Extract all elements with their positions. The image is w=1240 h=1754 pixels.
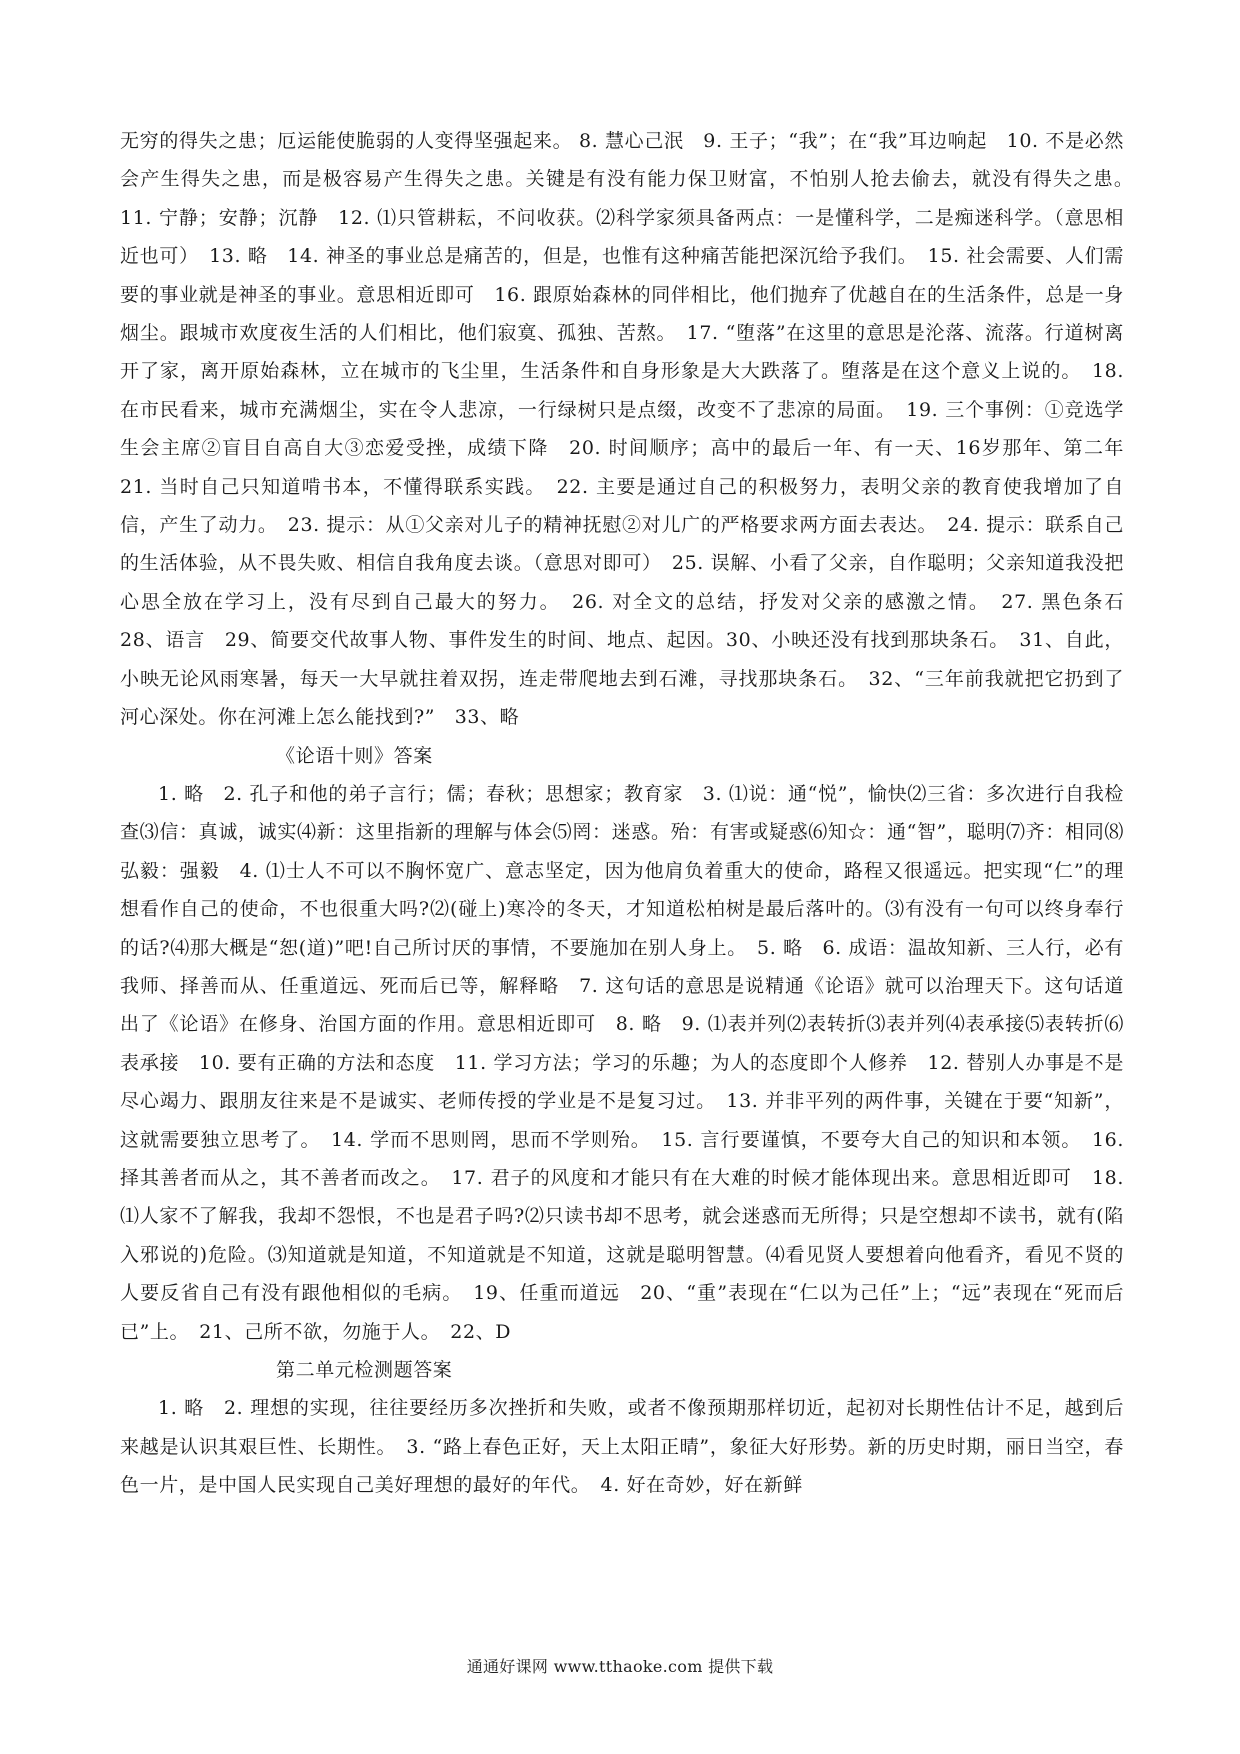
section-title-lunyu: 《论语十则》答案 [276,744,433,767]
document-body [120,122,1144,1505]
answer-block-continued: 无穷的得失之患；厄运能使脆弱的人变得坚强起来。 8. 慧心己泯 9. 王子；“我”；在“我”耳边响起 10. 不是必然会产生得失之患，而是极容易产生得失之患。关键是有没有能力保卫财富，不怕别人抢去偷去，就没有得失之患。 11. 宁静；安静；沉静 12. ⑴只管耕耘，不问收获。⑵科学家须具备两点：一是懂科学，二是痴迷科学。（意思相近也可） 13. 略 14. 神圣的事业总是痛苦的，但是，也惟有这种痛苦能把深沉给予我们。 15. 社会需要、人们需要的事业就是神圣的事业。意思相近即可 16. 跟原始森林的同伴相比，他们抛弃了优越自在的生活条件，总是一身烟尘。跟城市欢度夜生活的人们相比，他们寂寞、孤独、苦熬。 17. “堕落”在这里的意思是沦落、流落。行道树离开了家，离开原始森林，立在城市的飞尘里，生活条件和自身形象是大大跌落了。堕落是在这个意义上说的。 18. 在市民看来，城市充满烟尘，实在令人悲凉，一行绿树只是点缀，改变不了悲凉的局面。 19. 三个事例：①竞选学生会主席②盲目自高自大③恋爱受挫，成绩下降 20. 时间顺序；高中的最后一年、有一天、16岁那年、第二年 21. 当时自己只知道啃书本，不懂得联系实践。 22. 主要是通过自己的积极努力，表明父亲的教育使我增加了自信，产生了动力。 23. 提示：从①父亲对儿子的精神抚慰②对儿广的严格要求两方面去表达。 24. 提示：联系自己的生活体验，从不畏失败、相信自我角度去谈。（意思对即可） 25. 误解、小看了父亲，自作聪明；父亲知道我没把心思全放在学习上，没有尽到自己最大的努力。 26. 对全文的总结，抒发对父亲的感激之情。 27. 黑色条石 28、语言 29、简要交代故事人物、事件发生的时间、地点、起因。30、小映还没有找到那块条石。 31、自此，小映无论风雨寒暑，每天一大早就拄着双拐，连走带爬地去到石滩，寻找那块条石。 32、“三年前我就把它扔到了河心深处。你在河滩上怎么能找到?” 33、略 [120,130,1144,729]
answer-block-unit-two: 1. 略 2. 理想的实现，往往要经历多次挫折和失败，或者不像预期那样切近，起初对长期性估计不足，越到后来越是认识其艰巨性、长期性。 3. “路上春色正好，天上太阳正晴”，象征大好形势。新的历史时期，丽日当空，春色一片，是中国人民实现自己美好理想的最好的年代。 4. 好在奇妙，好在新鲜 [120,1397,1124,1497]
answer-block-lunyu: 1. 略 2. 孔子和他的弟子言行；儒；春秋；思想家；教育家 3. ⑴说：通“悦”，愉快⑵三省：多次进行自我检查⑶信：真诚，诚实⑷新：这里指新的理解与体会⑸罔：迷惑。殆：有害或疑惑⑹知☆：通“智”，聪明⑺齐：相同⑻弘毅：强毅 4. ⑴士人不可以不胸怀宽广、意志坚定，因为他肩负着重大的使命，路程又很遥远。把实现“仁”的理想看作自己的使命，不也很重大吗?⑵(碰上)寒冷的冬天，才知道松柏树是最后落叶的。⑶有没有一句可以终身奉行的话?⑷那大概是“恕(道)”吧!自己所讨厌的事情，不要施加在别人身上。 5. 略 6. 成语：温故知新、三人行，必有我师、择善而从、任重道远、死而后已等，解释略 7. 这句话的意思是说精通《论语》就可以治理天下。这句话道出了《论语》在修身、治国方面的作用。意思相近即可 8. 略 9. ⑴表并列⑵表转折⑶表并列⑷表承接⑸表转折⑹表承接 10. 要有正确的方法和态度 11. 学习方法；学习的乐趣；为人的态度即个人修养 12. 替别人办事是不是尽心竭力、跟朋友往来是不是诚实、老师传授的学业是不是复习过。 13. 并非平列的两件事，关键在于要“知新”，这就需要独立思考了。 14. 学而不思则罔，思而不学则殆。 15. 言行要谨慎，不要夸大自己的知识和本领。 16. 择其善者而从之，其不善者而改之。 17. 君子的风度和才能只有在大难的时候才能体现出来。意思相近即可 18. ⑴人家不了解我，我却不怨恨，不也是君子吗?⑵只读书却不思考，就会迷惑而无所得；只是空想却不读书，就有(陷入邪说的)危险。⑶知道就是知道，不知道就是不知道，这就是聪明智慧。⑷看见贤人要想着向他看齐，看见不贤的人要反省自己有没有跟他相似的毛病。 19、任重而道远 20、“重”表现在“仁以为己任”上；“远”表现在“死而后已”上。 21、己所不欲，勿施于人。 22、D [120,782,1124,1343]
page-footer: 通通好课网 www.tthaoke.com 提供下载 [466,1657,774,1676]
section-title-unit-two: 第二单元检测题答案 [276,1359,453,1381]
